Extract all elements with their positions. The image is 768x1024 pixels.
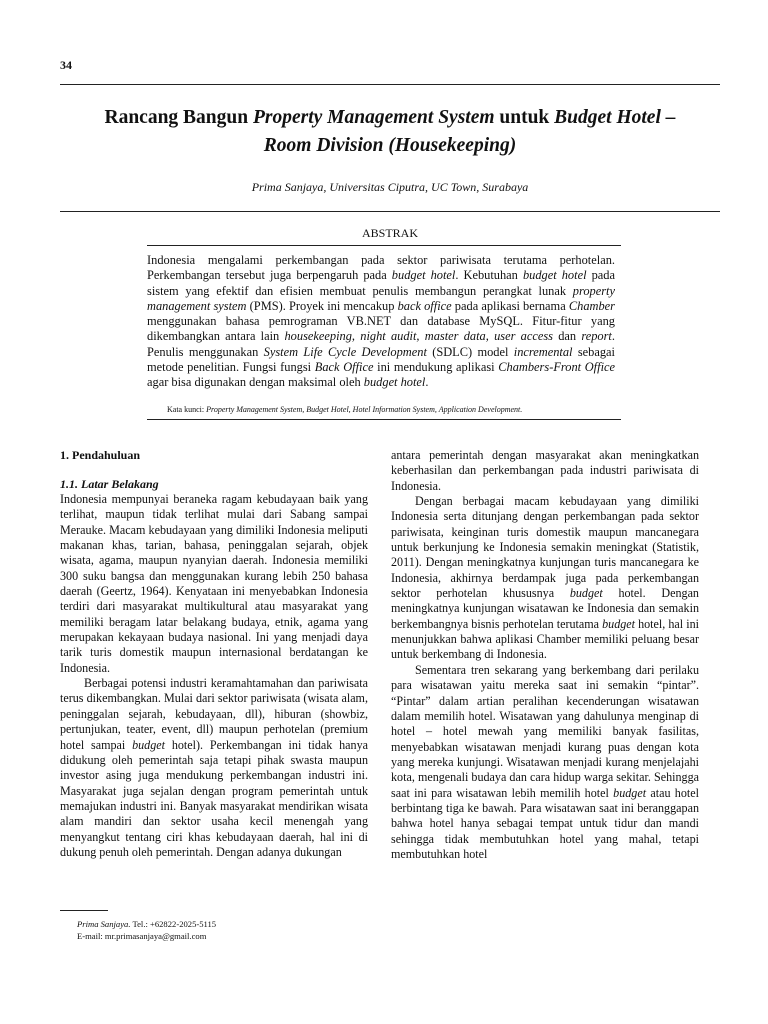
paragraph: Sementara tren sekarang yang berkembang dari perilaku para wisatawan yaitu mereka saat ini semakin “pintar”. “Pintar” dalam artian peralihan kecenderungan wisatawan dalam memilih hotel. Wisatawan yang dahulunya menginap di hotel – hotel mewah yang memiliki banyak fasilitas, menyebabkan wisatawan menjadi kurang puas dengan kota yang mereka kunjungi. Wisatawan menjadi kurang menjelajahi kota, mengenali budaya dan cara hidup warga sekitar. Sehingga saat ini para wisatawan lebih memilih hotel budget atau hotel berbintang tiga ke bawah. Para wisatawan saat ini beranggapan bahwa hotel hanya sebagai tempat untuk tidur dan mandi sehingga tidak membutuhkan hotel yang mahal, tetapi membutuhkan hotel bbox=[391, 662, 699, 861]
title-part-italic: Property Management System bbox=[252, 107, 495, 128]
title-line-2: Room Division (Housekeeping) bbox=[263, 135, 517, 156]
title-part: untuk bbox=[494, 107, 555, 128]
paragraph: antara pemerintah dengan masyarakat akan meningkatkan keberhasilan dan perkembangan pada industri pariwisata di Indonesia. bbox=[391, 448, 699, 493]
page-number: 34 bbox=[60, 58, 72, 72]
abstract-body: Indonesia mengalami perkembangan pada sektor pariwisata terutama perhotelan. Perkembangan tersebut juga berpengaruh pada budget hotel. Kebutuhan budget hotel pada sistem yang efektif dan efisien membuat penulis membangun perangkat lunak property management system (PMS). Proyek ini mencakup back office pada aplikasi bernama Chamber menggunakan bahasa pemrograman VB.NET dan database MySQL. Fitur-fitur yang dikembangkan antara lain housekeeping, night audit, master data, user access dan report. Penulis menggunakan System Life Cycle Development (SDLC) model incremental sebagai metode penelitian. Fungsi fungsi Back Office ini mendukung aplikasi Chambers-Front Office agar bisa digunakan dengan maksimal oleh budget hotel. bbox=[147, 253, 616, 390]
footnote-rule bbox=[60, 910, 108, 911]
title-part: Rancang Bangun bbox=[104, 107, 253, 128]
section-heading: 1. Pendahuluan bbox=[60, 448, 141, 462]
footnote-tel: Tel.: +62822-2025-5115 bbox=[130, 919, 217, 929]
abstract-heading: ABSTRAK bbox=[361, 226, 418, 240]
subsection-heading: 1.1. Latar Belakang bbox=[60, 477, 159, 491]
title-rule bbox=[60, 211, 720, 212]
abstract-bottom-rule bbox=[147, 419, 621, 420]
header-rule bbox=[60, 84, 720, 85]
title-part-italic: Budget Hotel – bbox=[554, 107, 676, 128]
paper-title bbox=[60, 104, 720, 160]
keywords bbox=[167, 405, 627, 414]
keywords-list: Property Management System, Budget Hotel, Hotel Information System, Application Development. bbox=[206, 405, 523, 414]
paragraph: Dengan berbagai macam kebudayaan yang dimiliki Indonesia serta ditunjang dengan perkembangan pada sektor pariwisata, keinginan turis domestik maupun mancanegara untuk berkunjung ke Indonesia semakin meningkat (Statistik, 2011). Dengan meningkatnya kunjungan turis mancanegara ke Indonesia, akhirnya berdampak juga pada perkembangan sektor perhotelan khususnya budget hotel. Dengan meningkatnya kunjungan wisatawan ke Indonesia dan semakin berkembangnya bisnis perhotelan terutama budget hotel, hal ini menunjukkan bahwa aplikasi Chamber memiliki peluang besar untuk berkembang di Indonesia. bbox=[391, 494, 699, 662]
footnote-name: Prima Sanjaya. bbox=[77, 919, 131, 929]
abstract-top-rule bbox=[147, 245, 621, 246]
left-column bbox=[60, 448, 368, 860]
paragraph: Berbagai potensi industri keramahtamahan dan pariwisata terus dikembangkan. Mulai dari sektor pariwisata (wisata alam, peninggalan sejarah, kebudayaan, dll), hiburan (showbiz, pertunjukan, teater, event, dll) maupun perhotelan (premium hotel sampai budget hotel). Perkembangan ini tidak hanya didukung oleh pemerintah saja tetapi pihak swasta maupun investor asing juga mendukung perkembangan industri ini. Masyarakat juga sejalan dengan program pemerintah untuk memajukan industri ini. Banyak masyarakat mendirikan wisata alam mandiri dan sektor usaha kecil menengah yang menyangkut tentang ciri khas kebudayaan daerah, hal ini di dukung penuh oleh pemerintah. Dengan adanya dukungan bbox=[60, 676, 369, 859]
right-column bbox=[391, 448, 699, 862]
paragraph: Indonesia mempunyai beraneka ragam kebudayaan baik yang terlihat, maupun tidak terlihat mulai dari Sabang sampai Merauke. Macam kebudayaan yang dimiliki Indonesia meliputi makanan khas, tarian, bahasa, peninggalan sejarah, objek wisata, agama, maupun nyanyian daerah. Indonesia memiliki 300 suku bangsa dan menggunakan kurang lebih 250 bahasa daerah (Geertz, 1964). Kenyataan ini menyebabkan Indonesia terdiri dari masyarakat multikultural atau masyarakat yang memiliki beragam latar belakang budaya, etnik, agama yang merupakan kekayaan budaya nasional. Ini yang menjadi daya tarik turis domestik maupun internasional berdatangan ke Indonesia. bbox=[60, 492, 368, 675]
author-affiliation: Prima Sanjaya, Universitas Ciputra, UC Town, Surabaya bbox=[251, 180, 529, 194]
footnote-email: E-mail: mr.primasanjaya@gmail.com bbox=[77, 931, 207, 941]
keywords-label: Kata kunci: bbox=[167, 405, 207, 414]
footnote bbox=[77, 918, 216, 942]
